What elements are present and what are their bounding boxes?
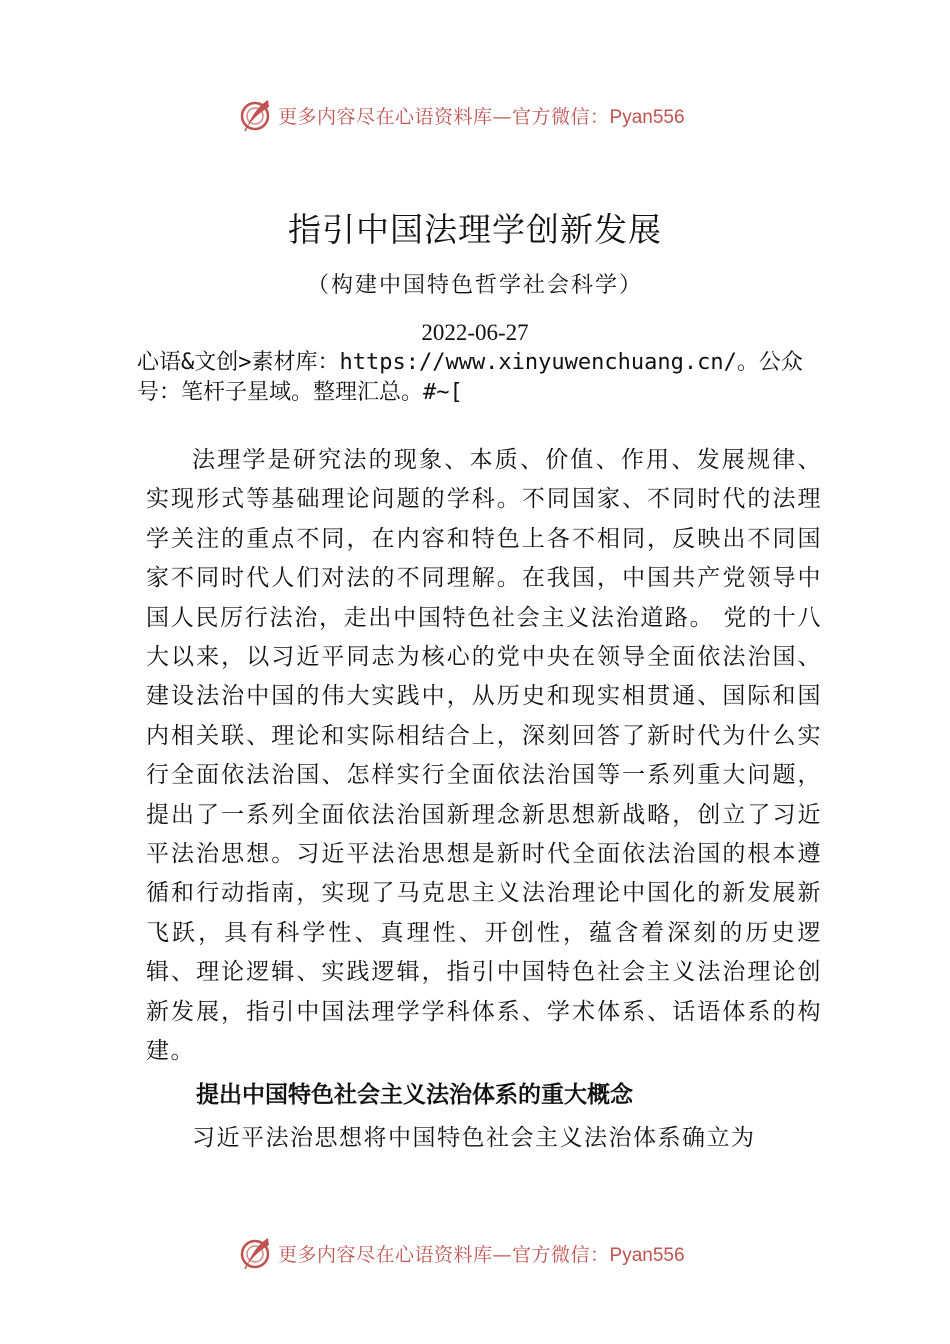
article-subtitle: （构建中国特色哲学社会科学） (306, 273, 643, 298)
article-title: 指引中国法理学创新发展 (288, 210, 662, 249)
source-note: 心语&文创>素材库：https://www.xinyuwenchuang.cn/。公众号：笔杆子星域。整理汇总。#~[ (137, 350, 803, 405)
section-heading: 提出中国特色社会主义法治体系的重大概念 (196, 1082, 633, 1108)
header-watermark-banner (0, 95, 950, 135)
watermark-text: 更多内容尽在心语资料库—官方微信：Pyan556 (278, 106, 685, 128)
body-paragraph-1: 法理学是研究法的现象、本质、价值、作用、发展规律、实现形式等基础理论问题的学科。不同国家、不同时代的法理学关注的重点不同，在内容和特色上各不相同，反映出不同国家不同时代人们对法的不同理解。在我国，中国共产党领导中国人民厉行法治，走出中国特色社会主义法治道路。 党的十八大以来，以习近平同志为核心的党中央在领导全面依法治国、建设法治中国的伟大实践中，从历史和现实相贯通、国际和国内相关联、理论和实际相结合上，深刻回答了新时代为什么实行全面依法治国、怎样实行全面依法治国等一系列重大问题，提出了一系列全面依法治国新理念新思想新战略，创立了习近平法治思想。习近平法治思想是新时代全面依法治国的根本遵循和行动指南，实现了马克思主义法治理论中国化的新发展新飞跃，具有科学性、真理性、开创性，蕴含着深刻的历史逻辑、理论逻辑、实践逻辑，指引中国特色社会主义法治理论创新发展，指引中国法理学学科体系、学术体系、话语体系的构建。 (146, 447, 822, 1065)
body-paragraph-2: 习近平法治思想将中国特色社会主义法治体系确立为 (192, 1125, 756, 1151)
footer-watermark-banner (0, 1233, 950, 1273)
article-date: 2022-06-27 (421, 320, 529, 345)
quill-logo-icon (238, 1235, 274, 1271)
quill-logo-icon (238, 97, 274, 133)
watermark-text: 更多内容尽在心语资料库—官方微信：Pyan556 (278, 1244, 685, 1266)
